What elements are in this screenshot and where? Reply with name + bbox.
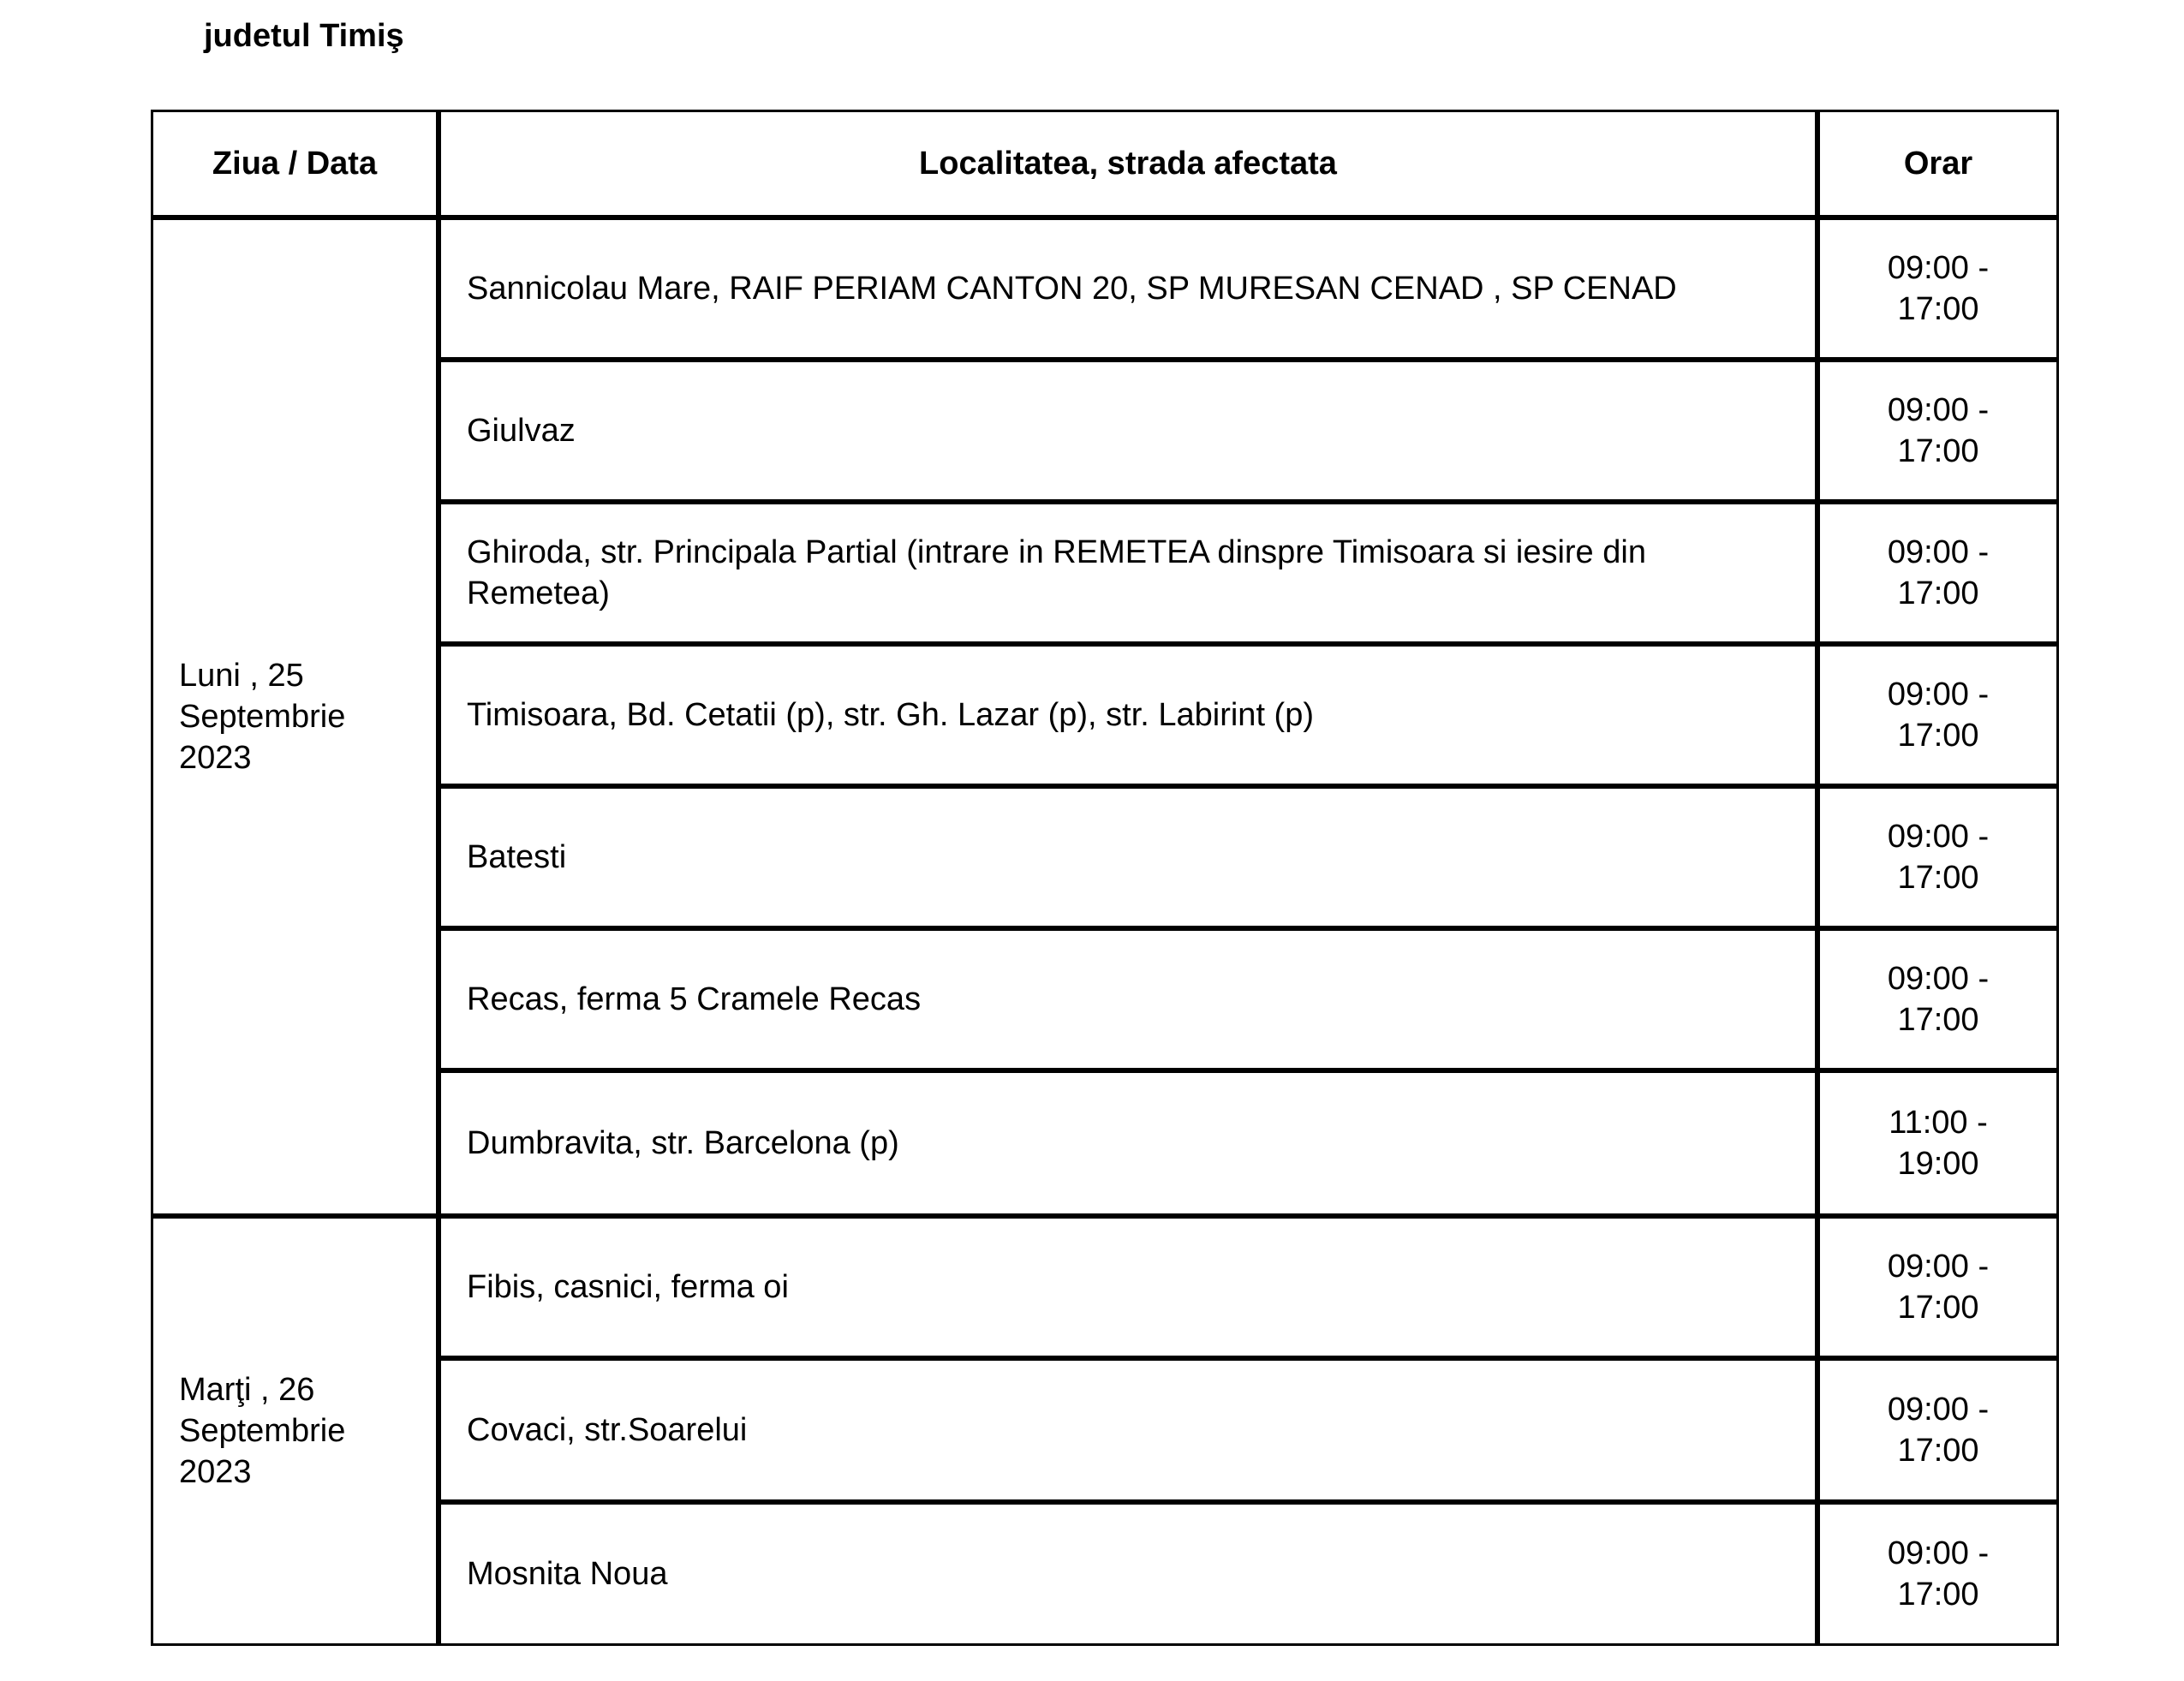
schedule-text: 11:00 - 19:00 (1889, 1105, 1988, 1182)
schedule-text: 09:00 - 17:00 (1887, 1535, 1990, 1612)
schedule-text: 09:00 - 17:00 (1887, 392, 1990, 469)
location-cell (439, 1216, 1817, 1358)
schedule-text: 09:00 - 17:00 (1887, 534, 1990, 611)
column-header-schedule (1817, 110, 2059, 218)
column-header-day-date (151, 110, 439, 218)
date-cell (151, 1216, 439, 1646)
location-text: Sannicolau Mare, RAIF PERIAM CANTON 20, SP MURESAN CENAD , SP CENAD (467, 271, 1677, 307)
location-text: Covaci, str.Soarelui (467, 1412, 748, 1448)
column-header-location-label: Localitatea, strada afectata (919, 146, 1337, 182)
date-cell (151, 218, 439, 1216)
schedule-text: 09:00 - 17:00 (1887, 1249, 1990, 1326)
schedule-cell (1817, 360, 2059, 502)
schedule-cell (1817, 218, 2059, 360)
location-text: Dumbravita, str. Barcelona (p) (467, 1125, 899, 1161)
schedule-cell (1817, 1070, 2059, 1216)
location-cell (439, 1502, 1817, 1646)
schedule-text: 09:00 - 17:00 (1887, 677, 1990, 754)
location-text: Timisoara, Bd. Cetatii (p), str. Gh. Lazar (p), str. Labirint (p) (467, 697, 1315, 733)
location-cell (439, 1358, 1817, 1502)
schedule-cell (1817, 786, 2059, 928)
schedule-cell (1817, 1502, 2059, 1646)
schedule-text: 09:00 - 17:00 (1887, 1392, 1990, 1469)
location-cell (439, 502, 1817, 644)
schedule-cell (1817, 1358, 2059, 1502)
schedule-cell (1817, 644, 2059, 786)
location-text: Batesti (467, 839, 567, 875)
column-header-day-date-label: Ziua / Data (212, 146, 378, 182)
location-cell (439, 1070, 1817, 1216)
schedule-text: 09:00 - 17:00 (1887, 250, 1990, 327)
column-header-location (439, 110, 1817, 218)
schedule-cell (1817, 1216, 2059, 1358)
location-text: Fibis, casnici, ferma oi (467, 1269, 789, 1305)
schedule-text: 09:00 - 17:00 (1887, 961, 1990, 1038)
location-text: Recas, ferma 5 Cramele Recas (467, 981, 922, 1017)
outage-schedule-table (151, 110, 2059, 1646)
location-cell (439, 360, 1817, 502)
page-title: judetul Timiş (204, 18, 404, 54)
schedule-cell (1817, 928, 2059, 1070)
date-label: Luni , 25 Septembrie 2023 (179, 658, 346, 776)
location-text: Giulvaz (467, 413, 576, 449)
location-cell (439, 786, 1817, 928)
location-cell (439, 218, 1817, 360)
schedule-text: 09:00 - 17:00 (1887, 819, 1990, 896)
location-cell (439, 644, 1817, 786)
column-header-schedule-label: Orar (1903, 146, 1973, 182)
date-label: Marţi , 26 Septembrie 2023 (179, 1372, 346, 1490)
schedule-cell (1817, 502, 2059, 644)
location-cell (439, 928, 1817, 1070)
location-text: Ghiroda, str. Principala Partial (intrare in REMETEA dinspre Timisoara si iesire din Remetea) (467, 534, 1646, 611)
location-text: Mosnita Noua (467, 1556, 668, 1592)
